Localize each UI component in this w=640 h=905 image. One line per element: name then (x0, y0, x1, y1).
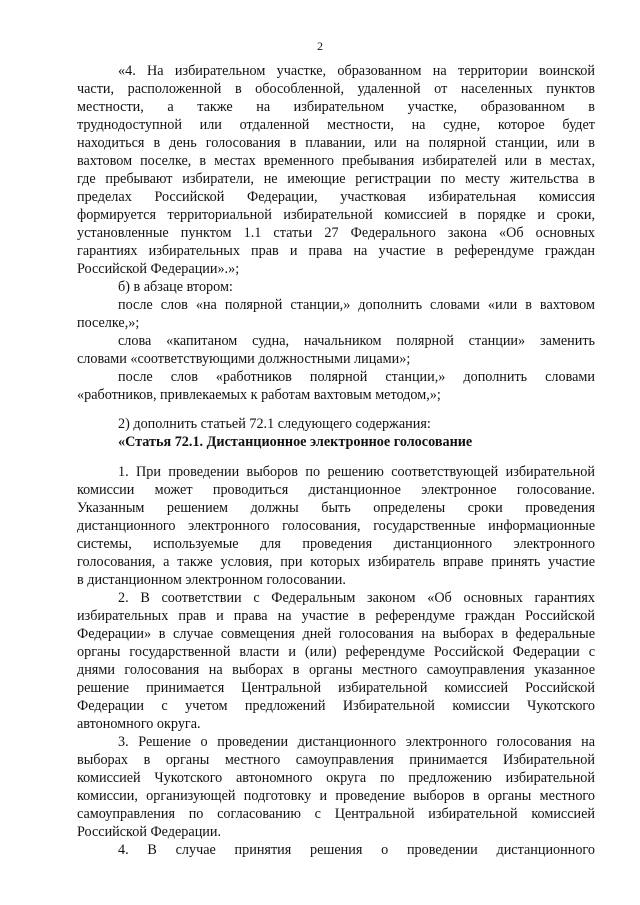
text-line: «4. На избирательном участке, образованном на территории воинской (118, 63, 595, 79)
text-line: гарантиях избирательных прав и права на участие в референдуме граждан (77, 243, 595, 259)
text-line: после слов «на полярной станции,» дополнить словами «или в вахтовом (118, 297, 595, 313)
text-line: в дистанционном электронном голосовании. (77, 572, 346, 588)
text-line: самоуправления по согласованию с Центральной избирательной комиссией (77, 806, 595, 822)
text-line: 3. Решение о проведении дистанционного электронного голосования на (118, 734, 595, 750)
text-line: слова «капитаном судна, начальником полярной станции» заменить (118, 333, 595, 349)
text-line: труднодоступной или отдаленной местности, на судне, которое будет (77, 117, 595, 133)
text-line: комиссии может проводиться дистанционное электронное голосование. (77, 482, 595, 498)
text-line: где пребывают избиратели, не имеющие регистрации по месту жительства в (77, 171, 595, 187)
text-line: Федерации с учетом предложений Избирательной комиссии Чукотского (77, 698, 595, 714)
text-line: 2. В соответствии с Федеральным законом «Об основных гарантиях (118, 590, 595, 606)
text-line: вахтовом поселке, в местах временного пребывания избирателей или в местах, (77, 153, 595, 169)
text-line: пределах Российской Федерации, участковая избирательная комиссия (77, 189, 595, 205)
text-line: Указанным решением должны быть определены сроки проведения (77, 500, 595, 516)
text-line: Российской Федерации».»; (77, 261, 240, 277)
text-line: находиться в день голосования в плавании, или на полярной станции, или в (77, 135, 595, 151)
text-line: выборах в органы местного самоуправления принимается Избирательной (77, 752, 595, 768)
text-line: днями голосования на выборах в органы местного самоуправления указанное (77, 662, 595, 678)
text-line: б) в абзаце втором: (118, 279, 233, 295)
text-line: избирательных прав и права на участие в референдуме граждан Российской (77, 608, 595, 624)
text-line: после слов «работников полярной станции,» дополнить словами (118, 369, 595, 385)
text-line: комиссией Чукотского автономного округа по предложению избирательной (77, 770, 595, 786)
text-line: голосования, а также условия, при которых избиратель вправе принять участие (77, 554, 595, 570)
text-line: решение принимается Центральной избирательной комиссией Российской (77, 680, 595, 696)
text-line: Федерации» в случае совмещения дней голосования на выборах в федеральные (77, 626, 595, 642)
text-line: формируется территориальной избирательной комиссией в порядке и сроки, (77, 207, 595, 223)
text-line: Российской Федерации. (77, 824, 222, 840)
text-line: местности, а также на избирательном участке, образованном в (77, 99, 595, 115)
text-line: дистанционного электронного голосования, государственные информационные (77, 518, 595, 534)
text-line: установленные пунктом 1.1 статьи 27 Федерального закона «Об основных (77, 225, 595, 241)
text-line: поселке,»; (77, 315, 140, 331)
text-line: системы, используемые для проведения дистанционного электронного (77, 536, 595, 552)
text-line: «работников, привлекаемых к работам вахтовым методом,»; (77, 387, 441, 403)
page-number: 2 (317, 39, 323, 53)
text-line: органы государственной власти и (или) референдуме Российской Федерации с (77, 644, 595, 660)
text-line: автономного округа. (77, 716, 201, 732)
text-line: 4. В случае принятия решения о проведении дистанционного (118, 842, 595, 858)
text-line: 2) дополнить статьей 72.1 следующего содержания: (118, 416, 431, 432)
text-line: части, расположенной в обособленной, удаленной от населенных пунктов (77, 81, 595, 97)
text-line: словами «соответствующими должностными лицами»; (77, 351, 411, 367)
article-heading: «Статья 72.1. Дистанционное электронное голосование (118, 434, 473, 450)
text-line: комиссии, организующей подготовку и проведение выборов в органы местного (77, 788, 595, 804)
text-line: 1. При проведении выборов по решению соответствующей избирательной (118, 464, 595, 480)
